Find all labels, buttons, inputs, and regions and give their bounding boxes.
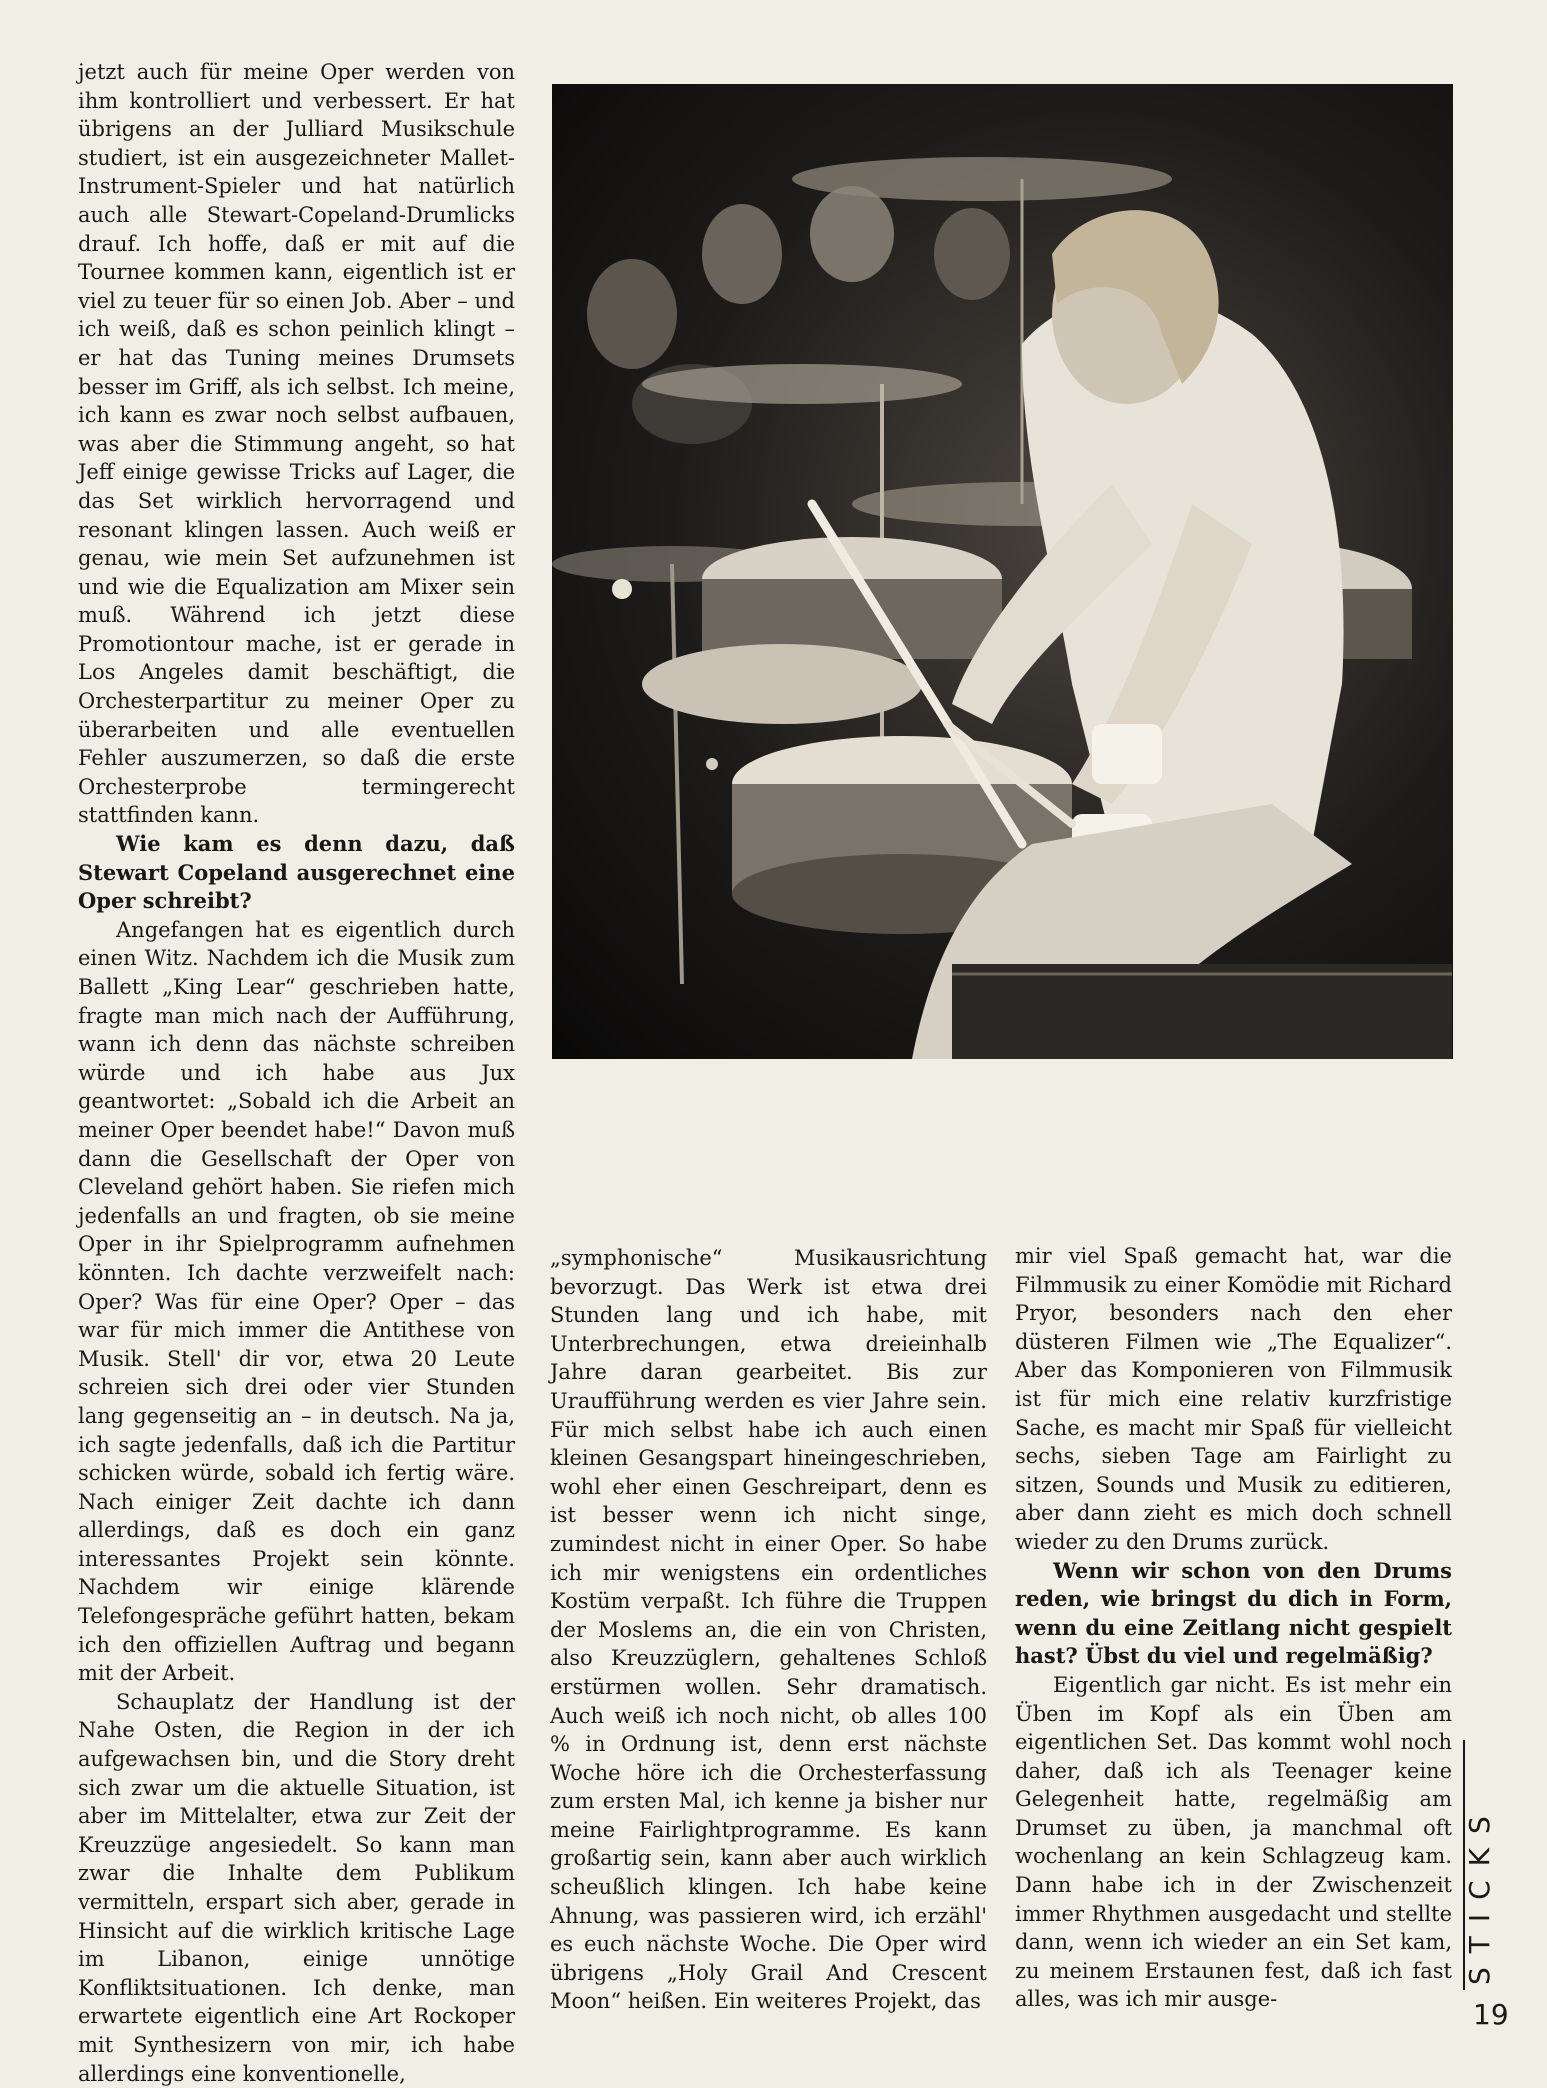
article-column-3 (1015, 1242, 1452, 2014)
paragraph: Eigentlich gar nicht. Es ist mehr ein Üben im Kopf als ein Üben am eigentlichen Set. Das kommt wohl noch daher, daß ich als Teenager keine Gelegenheit hatte, regelmäßig am Drumset zu üben, ja manchmal oft wochenlang an kein Schlagzeug kam. Dann habe ich in der Zwischenzeit immer Rhythmen ausgedacht und stellte dann, wenn ich wieder an ein Set kam, zu meinem Erstaunen fest, daß ich fast alles, was ich mir ausge- (1015, 1672, 1452, 2012)
article-column-2 (550, 1244, 987, 2016)
paragraph: Angefangen hat es eigentlich durch einen Witz. Nachdem ich die Musik zum Ballett „King Lear“ geschrieben hatte, fragte man mich nach der Aufführung, wann ich denn das nächste schreiben würde und ich habe aus Jux geantwortet: „Sobald ich die Arbeit an meiner Oper beendet habe!“ Davon muß dann die Gesellschaft der Oper von Cleveland gehört haben. Sie riefen mich jedenfalls an und fragten, ob sie meine Oper in ihr Spielprogramm aufnehmen könnten. Ich dachte verzweifelt nach: Oper? Was für eine Oper? Oper – das war für mich immer die Antithese von Musik. Stell' dir vor, etwa 20 Leute schreien sich drei oder vier Stunden lang gegenseitig an – in deutsch. Na ja, ich sagte jedenfalls, daß ich die Partitur schicken würde, sobald ich fertig wäre. Nach einiger Zeit dachte ich dann allerdings, daß es doch ein ganz interessantes Projekt sein könnte. Nachdem wir einige klärende Telefongespräche geführt hatten, bekam ich den offiziellen Auftrag und begann mit der Arbeit. (78, 917, 515, 1686)
interview-question: Wie kam es denn dazu, daß Stewart Copeland ausgerechnet eine Oper schreibt? (78, 831, 515, 914)
paragraph: „symphonische“ Musikausrichtung bevorzugt. Das Werk ist etwa drei Stunden lang und ich habe, mit Unterbrechungen, etwa dreieinhalb Jahre daran gearbeitet. Bis zur Uraufführung werden es vier Jahre sein. Für mich selbst habe ich auch einen kleinen Gesangspart hineingeschrieben, wohl eher einen Geschreipart, denn es ist besser wenn ich nicht singe, zumindest nicht in einer Oper. So habe ich mir wenigstens ein ordentliches Kostüm verpaßt. Ich führe die Truppen der Moslems an, die ein von Christen, also Kreuzzüglern, gehaltenes Schloß erstürmen wollen. Sehr dramatisch. Auch weiß ich noch nicht, ob alles 100 % in Ordnung ist, denn erst nächste Woche höre ich die Orchesterfassung zum ersten Mal, ich kenne ja bisher nur meine Fairlightprogramme. Es kann großartig sein, kann aber auch wirklich scheußlich klingen. Ich habe keine Ahnung, was passieren wird, ich erzähl' es euch nächste Woche. Die Oper wird übrigens „Holy Grail And Crescent Moon“ heißen. Ein weiteres Projekt, das (550, 1246, 987, 2014)
paragraph: jetzt auch für meine Oper werden von ihm kontrolliert und verbessert. Er hat übrigens an der Julliard Musikschule studiert, ist ein ausgezeichneter Mallet-Instrument-Spieler und hat natürlich auch alle Stewart-Copeland-Drumlicks drauf. Ich hoffe, daß er mit auf die Tournee kommen kann, eigentlich ist er viel zu teuer für so einen Job. Aber – und ich weiß, daß es schon peinlich klingt – er hat das Tuning meines Drumsets besser im Griff, als ich selbst. Ich meine, ich kann es zwar noch selbst aufbauen, was aber die Stimmung angeht, so hat Jeff einige gewisse Tricks auf Lager, die das Set wirklich hervorragend und resonant klingen lassen. Auch weiß er genau, wie mein Set aufzunehmen ist und wie die Equalization am Mixer sein muß. Während ich jetzt diese Promotiontour mache, ist er gerade in Los Angeles damit beschäftigt, die Orchesterpartitur zu meiner Oper zu überarbeiten und alle eventuellen Fehler auszumerzen, so daß die erste Orchesterprobe termingerecht stattfinden kann. (78, 60, 515, 828)
interview-question: Wenn wir schon von den Drums reden, wie bringst du dich in Form, wenn du eine Zeitlang nicht gespielt hast? Übst du viel und regelmäßig? (1015, 1557, 1452, 1669)
magazine-section-label: STICKS (1463, 1802, 1496, 1985)
paragraph: mir viel Spaß gemacht hat, war die Filmmusik zu einer Komödie mit Richard Pryor, besonders nach den eher düsteren Filmen wie „The Equalizer“. Aber das Komponieren von Filmmusik ist für mich eine relativ kurzfristige Sache, es macht mir Spaß für vielleicht sechs, sieben Tage am Fairlight zu sitzen, Sounds und Musik zu editieren, aber dann zieht es mich doch schnell wieder zu den Drums zurück. (1015, 1244, 1452, 1554)
article-column-1 (78, 58, 515, 2088)
paragraph: Schauplatz der Handlung ist der Nahe Osten, die Region in der ich aufgewachsen bin, und die Story dreht sich zwar um die aktuelle Situation, ist aber im Mittelalter, etwa zur Zeit der Kreuzzüge angesiedelt. So kann man zwar die Inhalte dem Publikum vermitteln, erspart sich aber, gerade in Hinsicht auf die wirklich kritische Lage im Libanon, einige unnötige Konfliktsituationen. Ich denke, man erwartete eigentlich eine Art Rockoper mit Synthesizern von mir, ich habe allerdings eine konventionelle, (78, 1689, 515, 2086)
page-number: 19 (1473, 1998, 1509, 2031)
drummer-photo (552, 84, 1453, 1059)
drummer-photo-illustration (552, 84, 1453, 1059)
